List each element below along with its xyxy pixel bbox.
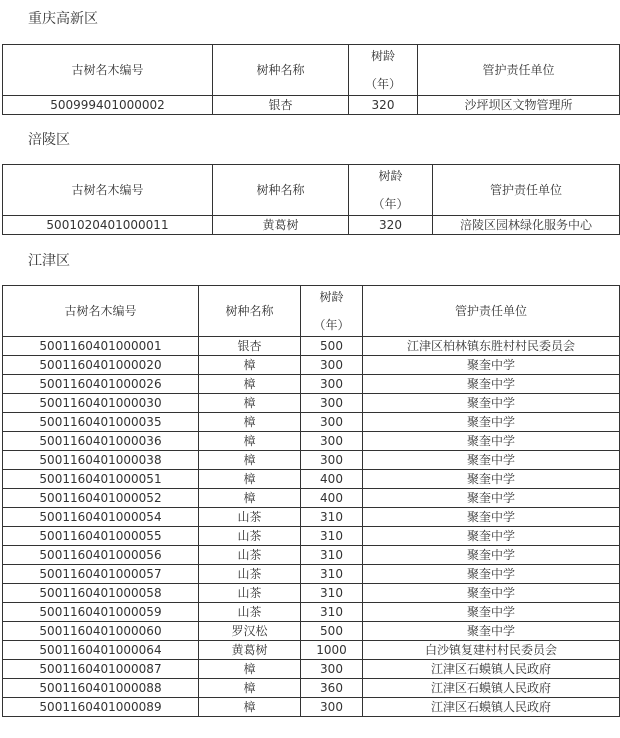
cell-age: 400 xyxy=(301,470,363,489)
cell-species: 樟 xyxy=(199,679,301,698)
cell-age: 300 xyxy=(301,375,363,394)
header-age xyxy=(349,45,418,96)
cell-id: 5001160401000035 xyxy=(3,413,199,432)
cell-id: 5001160401000089 xyxy=(3,698,199,717)
table-row xyxy=(3,451,620,470)
cell-unit: 江津区石蟆镇人民政府 xyxy=(363,679,620,698)
cell-id: 5001160401000020 xyxy=(3,356,199,375)
table-row xyxy=(3,432,620,451)
cell-species: 山茶 xyxy=(199,508,301,527)
header-age-top: 树龄 xyxy=(378,169,403,183)
section-title: 涪陵区 xyxy=(28,132,70,148)
cell-age: 300 xyxy=(301,432,363,451)
cell-species: 黄葛树 xyxy=(199,641,301,660)
cell-id: 5001020401000011 xyxy=(3,216,213,235)
cell-age: 500 xyxy=(301,622,363,641)
header-age-bottom: （年） xyxy=(313,318,350,332)
cell-species: 樟 xyxy=(199,470,301,489)
cell-id: 5001160401000052 xyxy=(3,489,199,508)
cell-unit: 聚奎中学 xyxy=(363,432,620,451)
cell-id: 5001160401000055 xyxy=(3,527,199,546)
header-row xyxy=(3,286,620,337)
cell-unit: 聚奎中学 xyxy=(363,565,620,584)
cell-species: 山茶 xyxy=(199,603,301,622)
cell-age: 310 xyxy=(301,508,363,527)
cell-unit: 聚奎中学 xyxy=(363,451,620,470)
tree-table xyxy=(2,285,620,717)
cell-age: 310 xyxy=(301,527,363,546)
cell-unit: 聚奎中学 xyxy=(363,489,620,508)
cell-id: 5001160401000030 xyxy=(3,394,199,413)
cell-unit: 聚奎中学 xyxy=(363,413,620,432)
cell-species: 樟 xyxy=(199,432,301,451)
header-id: 古树名木编号 xyxy=(3,286,199,337)
table-row xyxy=(3,603,620,622)
cell-age: 310 xyxy=(301,565,363,584)
header-age-bottom: （年） xyxy=(372,197,409,211)
cell-id: 5001160401000001 xyxy=(3,337,199,356)
table-row xyxy=(3,96,620,115)
cell-species: 樟 xyxy=(199,394,301,413)
cell-species: 樟 xyxy=(199,698,301,717)
cell-age: 300 xyxy=(301,698,363,717)
cell-unit: 聚奎中学 xyxy=(363,527,620,546)
header-id: 古树名木编号 xyxy=(3,165,213,216)
section-title: 重庆高新区 xyxy=(28,11,98,27)
header-id: 古树名木编号 xyxy=(3,45,213,96)
header-age xyxy=(301,286,363,337)
table-row xyxy=(3,356,620,375)
header-age xyxy=(349,165,433,216)
table-row xyxy=(3,375,620,394)
table-row xyxy=(3,527,620,546)
header-species: 树种名称 xyxy=(199,286,301,337)
cell-species: 山茶 xyxy=(199,584,301,603)
cell-age: 310 xyxy=(301,546,363,565)
cell-age: 300 xyxy=(301,413,363,432)
cell-species: 樟 xyxy=(199,489,301,508)
table-row xyxy=(3,565,620,584)
cell-species: 银杏 xyxy=(199,337,301,356)
cell-id: 5001160401000056 xyxy=(3,546,199,565)
cell-species: 樟 xyxy=(199,375,301,394)
cell-id: 5001160401000051 xyxy=(3,470,199,489)
cell-species: 银杏 xyxy=(213,96,349,115)
tree-table xyxy=(2,44,620,115)
cell-unit: 沙坪坝区文物管理所 xyxy=(418,96,620,115)
table-row xyxy=(3,394,620,413)
table-row xyxy=(3,508,620,527)
table-row xyxy=(3,470,620,489)
cell-species: 山茶 xyxy=(199,546,301,565)
header-age-bottom: （年） xyxy=(364,77,401,91)
cell-id: 5001160401000060 xyxy=(3,622,199,641)
cell-age: 500 xyxy=(301,337,363,356)
header-species: 树种名称 xyxy=(213,45,349,96)
cell-unit: 聚奎中学 xyxy=(363,584,620,603)
cell-age: 320 xyxy=(349,216,433,235)
cell-species: 罗汉松 xyxy=(199,622,301,641)
header-age-top: 树龄 xyxy=(319,290,344,304)
header-unit: 管护责任单位 xyxy=(418,45,620,96)
cell-species: 樟 xyxy=(199,660,301,679)
table-row xyxy=(3,216,620,235)
cell-unit: 聚奎中学 xyxy=(363,394,620,413)
table-row xyxy=(3,489,620,508)
cell-unit: 江津区石蟆镇人民政府 xyxy=(363,698,620,717)
cell-species: 山茶 xyxy=(199,565,301,584)
cell-unit: 聚奎中学 xyxy=(363,508,620,527)
cell-species: 樟 xyxy=(199,451,301,470)
table-row xyxy=(3,546,620,565)
cell-age: 400 xyxy=(301,489,363,508)
cell-unit: 聚奎中学 xyxy=(363,622,620,641)
cell-unit: 聚奎中学 xyxy=(363,603,620,622)
cell-age: 320 xyxy=(349,96,418,115)
cell-unit: 聚奎中学 xyxy=(363,375,620,394)
cell-age: 300 xyxy=(301,356,363,375)
cell-id: 5001160401000058 xyxy=(3,584,199,603)
cell-id: 5001160401000064 xyxy=(3,641,199,660)
cell-age: 300 xyxy=(301,451,363,470)
cell-id: 5001160401000036 xyxy=(3,432,199,451)
cell-age: 1000 xyxy=(301,641,363,660)
header-unit: 管护责任单位 xyxy=(363,286,620,337)
cell-id: 5001160401000038 xyxy=(3,451,199,470)
cell-unit: 聚奎中学 xyxy=(363,546,620,565)
cell-unit: 聚奎中学 xyxy=(363,356,620,375)
cell-age: 300 xyxy=(301,394,363,413)
section-title: 江津区 xyxy=(28,253,70,269)
table-row xyxy=(3,337,620,356)
table-row xyxy=(3,698,620,717)
header-row xyxy=(3,45,620,96)
table-row xyxy=(3,660,620,679)
table-row xyxy=(3,584,620,603)
cell-id: 5001160401000088 xyxy=(3,679,199,698)
cell-species: 樟 xyxy=(199,356,301,375)
cell-species: 山茶 xyxy=(199,527,301,546)
cell-id: 5001160401000059 xyxy=(3,603,199,622)
header-row xyxy=(3,165,620,216)
cell-species: 樟 xyxy=(199,413,301,432)
cell-unit: 涪陵区园林绿化服务中心 xyxy=(433,216,620,235)
cell-id: 5001160401000087 xyxy=(3,660,199,679)
table-row xyxy=(3,679,620,698)
cell-species: 黄葛树 xyxy=(213,216,349,235)
header-unit: 管护责任单位 xyxy=(433,165,620,216)
cell-id: 5001160401000057 xyxy=(3,565,199,584)
cell-unit: 江津区柏林镇东胜村村民委员会 xyxy=(363,337,620,356)
cell-id: 5001160401000026 xyxy=(3,375,199,394)
table-row xyxy=(3,622,620,641)
cell-id: 5001160401000054 xyxy=(3,508,199,527)
table-row xyxy=(3,641,620,660)
cell-age: 310 xyxy=(301,584,363,603)
header-age-top: 树龄 xyxy=(370,49,395,63)
cell-age: 310 xyxy=(301,603,363,622)
cell-id: 500999401000002 xyxy=(3,96,213,115)
cell-unit: 江津区石蟆镇人民政府 xyxy=(363,660,620,679)
cell-unit: 白沙镇复建村村民委员会 xyxy=(363,641,620,660)
cell-age: 360 xyxy=(301,679,363,698)
header-species: 树种名称 xyxy=(213,165,349,216)
cell-unit: 聚奎中学 xyxy=(363,470,620,489)
table-row xyxy=(3,413,620,432)
cell-age: 300 xyxy=(301,660,363,679)
tree-table xyxy=(2,164,620,235)
